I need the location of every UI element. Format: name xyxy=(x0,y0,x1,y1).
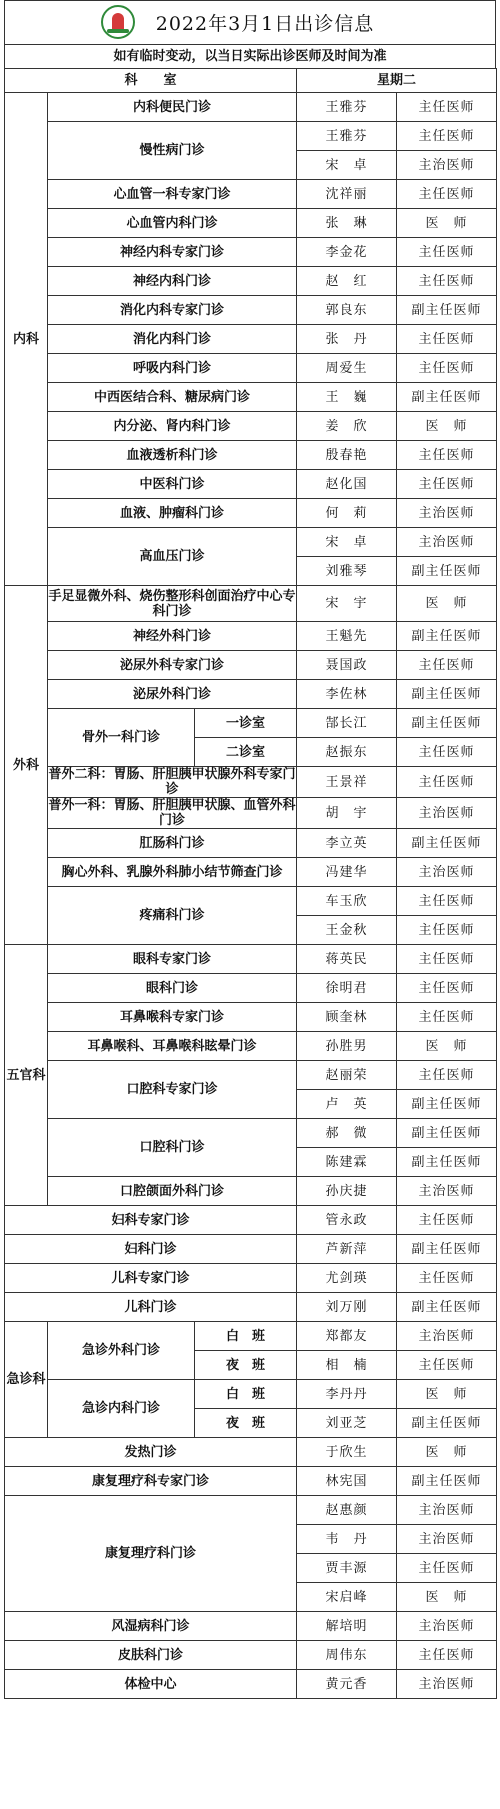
table-row xyxy=(5,528,497,557)
doctor-name: 徐明君 xyxy=(297,974,397,1003)
doctor-rank: 主治医师 xyxy=(397,798,497,829)
doctor-name: 李金花 xyxy=(297,238,397,267)
doctor-name: 郝 微 xyxy=(297,1119,397,1148)
doctor-rank: 医 师 xyxy=(397,1583,497,1612)
doctor-rank: 主任医师 xyxy=(397,1003,497,1032)
table-row xyxy=(5,1670,497,1699)
dept-name: 骨外一科门诊 xyxy=(48,709,195,767)
table-row xyxy=(5,622,497,651)
table-row xyxy=(5,1641,497,1670)
doctor-name: 解培明 xyxy=(297,1612,397,1641)
doctor-rank: 主任医师 xyxy=(397,1554,497,1583)
dept-name: 血液透析科门诊 xyxy=(48,441,297,470)
doctor-rank: 主任医师 xyxy=(397,1206,497,1235)
table-row xyxy=(5,651,497,680)
table-row xyxy=(5,829,497,858)
doctor-name: 郑都友 xyxy=(297,1322,397,1351)
table-row xyxy=(5,499,497,528)
doctor-name: 沈祥丽 xyxy=(297,180,397,209)
doctor-rank: 医 师 xyxy=(397,209,497,238)
doctor-name: 相 楠 xyxy=(297,1351,397,1380)
dept-name: 风湿病科门诊 xyxy=(5,1612,297,1641)
table-row xyxy=(5,470,497,499)
dept-name: 皮肤科门诊 xyxy=(5,1641,297,1670)
doctor-name: 李丹丹 xyxy=(297,1380,397,1409)
category-name: 急诊科 xyxy=(5,1322,48,1438)
table-row xyxy=(5,296,497,325)
table-row xyxy=(5,1206,497,1235)
header xyxy=(4,0,496,44)
doctor-name: 蒋英民 xyxy=(297,945,397,974)
doctor-name: 赵 红 xyxy=(297,267,397,296)
doctor-rank: 副主任医师 xyxy=(397,557,497,586)
dept-name: 妇科门诊 xyxy=(5,1235,297,1264)
table-row xyxy=(5,1438,497,1467)
doctor-name: 殷春艳 xyxy=(297,441,397,470)
dept-name: 康复理疗科门诊 xyxy=(5,1496,297,1612)
doctor-name: 冯建华 xyxy=(297,858,397,887)
doctor-rank: 副主任医师 xyxy=(397,622,497,651)
doctor-rank: 主任医师 xyxy=(397,1264,497,1293)
dept-name: 眼科专家门诊 xyxy=(48,945,297,974)
doctor-name: 张 琳 xyxy=(297,209,397,238)
doctor-rank: 主任医师 xyxy=(397,1351,497,1380)
table-row xyxy=(5,1032,497,1061)
dept-name: 耳鼻喉科、耳鼻喉科眩晕门诊 xyxy=(48,1032,297,1061)
doctor-name: 郜长江 xyxy=(297,709,397,738)
doctor-name: 王金秋 xyxy=(297,916,397,945)
table-row xyxy=(5,238,497,267)
table-row xyxy=(5,412,497,441)
table-row xyxy=(5,586,497,622)
doctor-name: 林宪国 xyxy=(297,1467,397,1496)
doctor-name: 宋 卓 xyxy=(297,528,397,557)
table-row xyxy=(5,858,497,887)
table-row xyxy=(5,383,497,412)
doctor-name: 赵惠颜 xyxy=(297,1496,397,1525)
dept-name: 普外一科：胃肠、肝胆胰甲状腺、血管外科门诊 xyxy=(48,798,296,828)
doctor-name: 贾丰源 xyxy=(297,1554,397,1583)
dept-name: 泌尿外科门诊 xyxy=(48,680,297,709)
doctor-name: 王魁先 xyxy=(297,622,397,651)
doctor-rank: 副主任医师 xyxy=(397,680,497,709)
doctor-name: 王 巍 xyxy=(297,383,397,412)
doctor-name: 王雅芬 xyxy=(297,122,397,151)
doctor-rank: 主治医师 xyxy=(397,1322,497,1351)
schedule-page xyxy=(4,0,496,1699)
doctor-name: 于欣生 xyxy=(297,1438,397,1467)
dept-name: 耳鼻喉科专家门诊 xyxy=(48,1003,297,1032)
doctor-name: 刘万刚 xyxy=(297,1293,397,1322)
doctor-rank: 医 师 xyxy=(397,412,497,441)
doctor-rank: 主任医师 xyxy=(397,325,497,354)
table-row xyxy=(5,69,497,93)
doctor-rank: 主任医师 xyxy=(397,267,497,296)
table-row xyxy=(5,1322,497,1351)
doctor-rank: 主治医师 xyxy=(397,1525,497,1554)
sub-room: 夜 班 xyxy=(195,1409,297,1438)
doctor-name: 聂国政 xyxy=(297,651,397,680)
table-row xyxy=(5,1003,497,1032)
dept-name: 消化内科门诊 xyxy=(48,325,297,354)
doctor-rank: 主任医师 xyxy=(397,1641,497,1670)
doctor-name: 宋启峰 xyxy=(297,1583,397,1612)
dept-name: 急诊外科门诊 xyxy=(48,1322,195,1380)
doctor-rank: 副主任医师 xyxy=(397,383,497,412)
dept-name: 心血管一科专家门诊 xyxy=(48,180,297,209)
doctor-name: 管永政 xyxy=(297,1206,397,1235)
table-row xyxy=(5,1380,497,1409)
doctor-rank: 医 师 xyxy=(397,1380,497,1409)
dept-name: 妇科专家门诊 xyxy=(5,1206,297,1235)
dept-name: 神经外科门诊 xyxy=(48,622,297,651)
table-row xyxy=(5,354,497,383)
doctor-rank: 副主任医师 xyxy=(397,296,497,325)
dept-name: 急诊内科门诊 xyxy=(48,1380,195,1438)
doctor-rank: 主治医师 xyxy=(397,1496,497,1525)
doctor-name: 卢 英 xyxy=(297,1090,397,1119)
doctor-name: 尤剑瑛 xyxy=(297,1264,397,1293)
table-row xyxy=(5,945,497,974)
dept-name: 康复理疗科专家门诊 xyxy=(5,1467,297,1496)
dept-name: 儿科专家门诊 xyxy=(5,1264,297,1293)
doctor-rank: 主治医师 xyxy=(397,1612,497,1641)
doctor-rank: 主任医师 xyxy=(397,767,497,798)
table-row xyxy=(5,974,497,1003)
sub-room: 二诊室 xyxy=(195,738,297,767)
doctor-name: 赵振东 xyxy=(297,738,397,767)
doctor-name: 胡 宇 xyxy=(297,798,397,829)
dept-name: 口腔科门诊 xyxy=(48,1119,297,1177)
table-row xyxy=(5,709,497,738)
doctor-rank: 副主任医师 xyxy=(397,1148,497,1177)
doctor-name: 周伟东 xyxy=(297,1641,397,1670)
doctor-name: 王景祥 xyxy=(297,767,397,798)
doctor-rank: 副主任医师 xyxy=(397,1090,497,1119)
doctor-name: 何 莉 xyxy=(297,499,397,528)
dept-name: 神经内科专家门诊 xyxy=(48,238,297,267)
table-row xyxy=(5,798,497,829)
dept-name: 眼科门诊 xyxy=(48,974,297,1003)
doctor-rank: 主任医师 xyxy=(397,238,497,267)
doctor-rank: 医 师 xyxy=(397,1032,497,1061)
table-row xyxy=(5,180,497,209)
dept-name: 高血压门诊 xyxy=(48,528,297,586)
doctor-name: 韦 丹 xyxy=(297,1525,397,1554)
sub-room: 白 班 xyxy=(195,1322,297,1351)
sub-room: 夜 班 xyxy=(195,1351,297,1380)
doctor-name: 黄元香 xyxy=(297,1670,397,1699)
doctor-name: 刘雅琴 xyxy=(297,557,397,586)
doctor-name: 刘亚芝 xyxy=(297,1409,397,1438)
page-title: 2022年3月1日出诊信息 xyxy=(155,13,375,35)
dept-name: 呼吸内科门诊 xyxy=(48,354,297,383)
dept-name: 心血管内科门诊 xyxy=(48,209,297,238)
schedule-table xyxy=(4,68,497,1699)
doctor-rank: 副主任医师 xyxy=(397,1235,497,1264)
doctor-rank: 主治医师 xyxy=(397,499,497,528)
doctor-rank: 医 师 xyxy=(397,586,497,622)
table-row xyxy=(5,1293,497,1322)
table-row xyxy=(5,1177,497,1206)
doctor-rank: 主治医师 xyxy=(397,1177,497,1206)
dept-name: 口腔科专家门诊 xyxy=(48,1061,297,1119)
doctor-name: 顾奎林 xyxy=(297,1003,397,1032)
dept-name: 神经内科门诊 xyxy=(48,267,297,296)
dept-name: 手足显微外科、烧伤整形科创面治疗中心专科门诊 xyxy=(48,586,297,622)
doctor-rank: 主任医师 xyxy=(397,180,497,209)
doctor-rank: 主任医师 xyxy=(397,122,497,151)
sub-room: 一诊室 xyxy=(195,709,297,738)
doctor-rank: 主治医师 xyxy=(397,1670,497,1699)
doctor-rank: 副主任医师 xyxy=(397,1293,497,1322)
table-row xyxy=(5,1612,497,1641)
dept-name: 内科便民门诊 xyxy=(48,93,297,122)
dept-name: 发热门诊 xyxy=(5,1438,297,1467)
doctor-name: 张 丹 xyxy=(297,325,397,354)
table-row xyxy=(5,680,497,709)
dept-name: 儿科门诊 xyxy=(5,1293,297,1322)
table-row xyxy=(5,441,497,470)
table-row xyxy=(5,1467,497,1496)
doctor-rank: 主任医师 xyxy=(397,974,497,1003)
table-row xyxy=(5,767,497,798)
table-row xyxy=(5,325,497,354)
doctor-name: 李立英 xyxy=(297,829,397,858)
dept-name: 疼痛科门诊 xyxy=(48,887,297,945)
doctor-rank: 副主任医师 xyxy=(397,1409,497,1438)
doctor-name: 芦新萍 xyxy=(297,1235,397,1264)
sub-room: 白 班 xyxy=(195,1380,297,1409)
doctor-rank: 主任医师 xyxy=(397,651,497,680)
doctor-rank: 主任医师 xyxy=(397,887,497,916)
header-dept: 科 室 xyxy=(5,69,297,93)
table-row xyxy=(5,1061,497,1090)
category-name: 外科 xyxy=(5,586,48,945)
doctor-name: 赵丽荣 xyxy=(297,1061,397,1090)
table-row xyxy=(5,93,497,122)
dept-name: 血液、肿瘤科门诊 xyxy=(48,499,297,528)
doctor-rank: 主任医师 xyxy=(397,945,497,974)
doctor-rank: 主任医师 xyxy=(397,93,497,122)
doctor-rank: 医 师 xyxy=(397,1438,497,1467)
dept-name: 中医科门诊 xyxy=(48,470,297,499)
doctor-rank: 副主任医师 xyxy=(397,709,497,738)
dept-name: 泌尿外科专家门诊 xyxy=(48,651,297,680)
doctor-rank: 主治医师 xyxy=(397,151,497,180)
doctor-name: 姜 欣 xyxy=(297,412,397,441)
doctor-rank: 主任医师 xyxy=(397,1061,497,1090)
table-row xyxy=(5,1235,497,1264)
category-name: 内科 xyxy=(5,93,48,586)
doctor-name: 车玉欣 xyxy=(297,887,397,916)
doctor-name: 孙庆捷 xyxy=(297,1177,397,1206)
category-name: 五官科 xyxy=(5,945,48,1206)
doctor-rank: 主任医师 xyxy=(397,354,497,383)
doctor-name: 王雅芬 xyxy=(297,93,397,122)
doctor-rank: 副主任医师 xyxy=(397,1119,497,1148)
table-row xyxy=(5,1264,497,1293)
header-day: 星期二 xyxy=(297,69,497,93)
doctor-name: 郭良东 xyxy=(297,296,397,325)
doctor-name: 宋 宇 xyxy=(297,586,397,622)
doctor-name: 孙胜男 xyxy=(297,1032,397,1061)
dept-name: 口腔颌面外科门诊 xyxy=(48,1177,297,1206)
doctor-name: 宋 卓 xyxy=(297,151,397,180)
dept-name: 慢性病门诊 xyxy=(48,122,297,180)
doctor-rank: 主任医师 xyxy=(397,441,497,470)
dept-name: 胸心外科、乳腺外科肺小结节筛查门诊 xyxy=(48,858,297,887)
doctor-rank: 主任医师 xyxy=(397,470,497,499)
doctor-rank: 主任医师 xyxy=(397,738,497,767)
dept-name: 普外二科：胃肠、肝胆胰甲状腺外科专家门诊 xyxy=(48,767,296,797)
doctor-name: 陈建霖 xyxy=(297,1148,397,1177)
doctor-name: 赵化国 xyxy=(297,470,397,499)
dept-name: 体检中心 xyxy=(5,1670,297,1699)
table-row xyxy=(5,887,497,916)
table-row xyxy=(5,1496,497,1525)
dept-name: 消化内科专家门诊 xyxy=(48,296,297,325)
dept-name: 内分泌、肾内科门诊 xyxy=(48,412,297,441)
doctor-name: 周爱生 xyxy=(297,354,397,383)
table-row xyxy=(5,1119,497,1148)
table-row xyxy=(5,209,497,238)
dept-name: 肛肠科门诊 xyxy=(48,829,297,858)
dept-name: 中西医结合科、糖尿病门诊 xyxy=(48,383,297,412)
doctor-rank: 副主任医师 xyxy=(397,1467,497,1496)
doctor-rank: 主治医师 xyxy=(397,858,497,887)
doctor-rank: 主治医师 xyxy=(397,528,497,557)
doctor-rank: 副主任医师 xyxy=(397,829,497,858)
table-row xyxy=(5,267,497,296)
notice-text: 如有临时变动，以当日实际出诊医师及时间为准 xyxy=(4,44,496,68)
doctor-name: 李佐林 xyxy=(297,680,397,709)
doctor-rank: 主任医师 xyxy=(397,916,497,945)
table-row xyxy=(5,122,497,151)
